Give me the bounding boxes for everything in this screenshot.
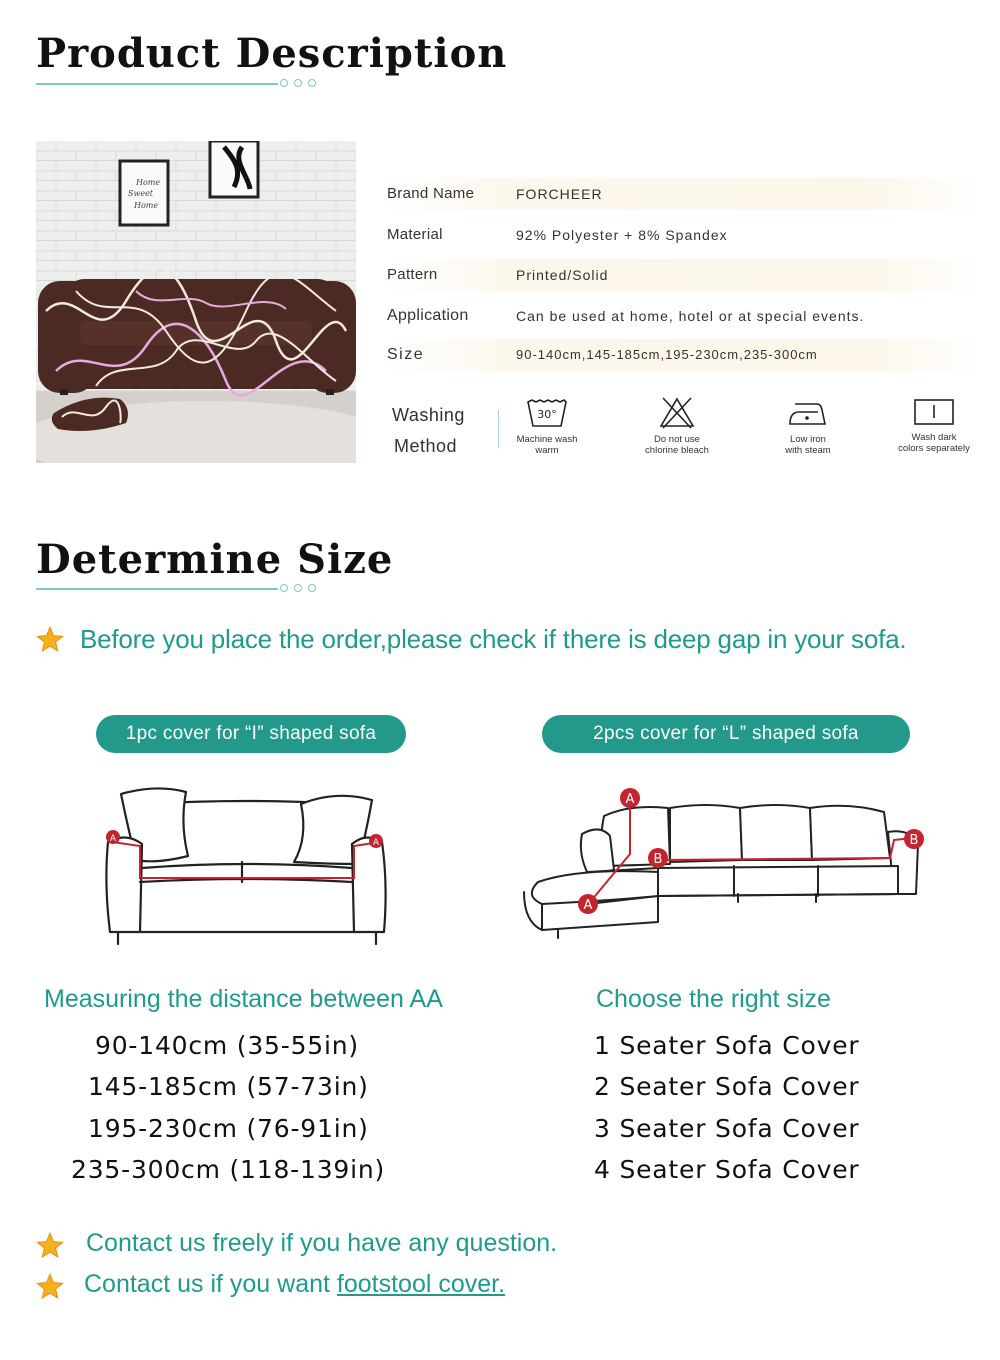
choose-size-heading: Choose the right size [596, 985, 831, 1013]
poster-text-3: Home [134, 201, 159, 210]
gap-check-notice: Before you place the order,please check if there is deep gap in your sofa. [80, 624, 907, 654]
wash-item-iron [753, 396, 863, 456]
l-shaped-label: 2pcs cover for “L” shaped sofa [542, 715, 910, 753]
contact-question-line: Contact us freely if you have any question. [86, 1229, 558, 1257]
wash-caption: warm [535, 445, 559, 456]
product-description-title: Product Description [36, 30, 508, 77]
marker-a: A [372, 838, 380, 848]
wash-caption: chlorine bleach [645, 445, 709, 456]
seater-1: 1 Seater Sofa Cover [594, 1031, 860, 1060]
seater-4: 4 Seater Sofa Cover [594, 1155, 860, 1184]
contact-footstool-text: Contact us if you want [84, 1270, 337, 1298]
washing-label-line2: Method [394, 436, 458, 456]
determine-size-title: Determine Size [36, 536, 394, 583]
marker-a: A [625, 792, 635, 807]
spec-value: 92% Polyester + 8% Spandex [516, 227, 728, 243]
footstool-cover-link[interactable]: footstool cover. [336, 1270, 506, 1298]
washing-label-line1: Washing [392, 405, 465, 425]
spec-value: Can be used at home, hotel or at special events. [516, 308, 865, 324]
no-bleach-icon [657, 396, 697, 430]
i-shaped-label: 1pc cover for “I” shaped sofa [96, 715, 406, 753]
machine-wash-30-icon [525, 396, 569, 430]
spec-value: FORCHEER [516, 186, 603, 202]
wash-caption: Wash dark [911, 432, 957, 443]
marker-b: B [909, 833, 919, 848]
i-shaped-sofa-diagram [96, 784, 396, 954]
size-range-1: 90-140cm (35-55in) [95, 1031, 359, 1060]
spec-label: Pattern [387, 266, 438, 283]
spec-label: Material [387, 226, 443, 243]
wash-item-machine [492, 396, 602, 456]
poster-text-1: Home [136, 178, 161, 187]
spec-label: Size [387, 346, 425, 363]
poster-text-2: Sweet [128, 189, 154, 198]
wash-item-bleach [622, 396, 732, 456]
spec-row-brand [382, 178, 982, 210]
spec-row-size [382, 339, 982, 371]
wash-caption: Machine wash [516, 434, 578, 445]
seater-2: 2 Seater Sofa Cover [594, 1072, 860, 1101]
low-iron-icon [787, 396, 829, 430]
spec-row-material [382, 219, 982, 251]
wash-caption: Low iron [790, 434, 826, 445]
washing-method-label [392, 400, 482, 462]
spec-label: Brand Name [387, 185, 475, 202]
star-icon [36, 626, 64, 653]
seater-3: 3 Seater Sofa Cover [594, 1114, 860, 1143]
size-range-4: 235-300cm (118-139in) [71, 1155, 386, 1184]
wash-temp: 30° [537, 408, 557, 421]
contact-footstool-line [84, 1270, 505, 1299]
wash-separately-icon [912, 396, 956, 428]
spec-value: Printed/Solid [516, 267, 609, 283]
marker-a: A [583, 898, 593, 913]
wash-caption: with steam [785, 445, 831, 456]
size-range-3: 195-230cm (76-91in) [88, 1114, 369, 1143]
wash-item-separate [879, 396, 989, 454]
spec-row-application [382, 300, 982, 332]
spec-label: Application [387, 307, 469, 324]
star-icon [36, 1232, 64, 1259]
spec-value: 90-140cm,145-185cm,195-230cm,235-300cm [516, 347, 818, 362]
wash-caption: Do not use [654, 434, 700, 445]
size-range-2: 145-185cm (57-73in) [88, 1072, 369, 1101]
marker-a: A [109, 834, 117, 844]
measure-heading: Measuring the distance between AA [44, 985, 443, 1013]
l-shaped-sofa-diagram [518, 784, 928, 954]
wash-caption: colors separately [898, 443, 970, 454]
spec-row-pattern [382, 259, 982, 291]
product-photo [36, 141, 356, 463]
marker-b: B [653, 852, 663, 867]
star-icon [36, 1273, 64, 1300]
